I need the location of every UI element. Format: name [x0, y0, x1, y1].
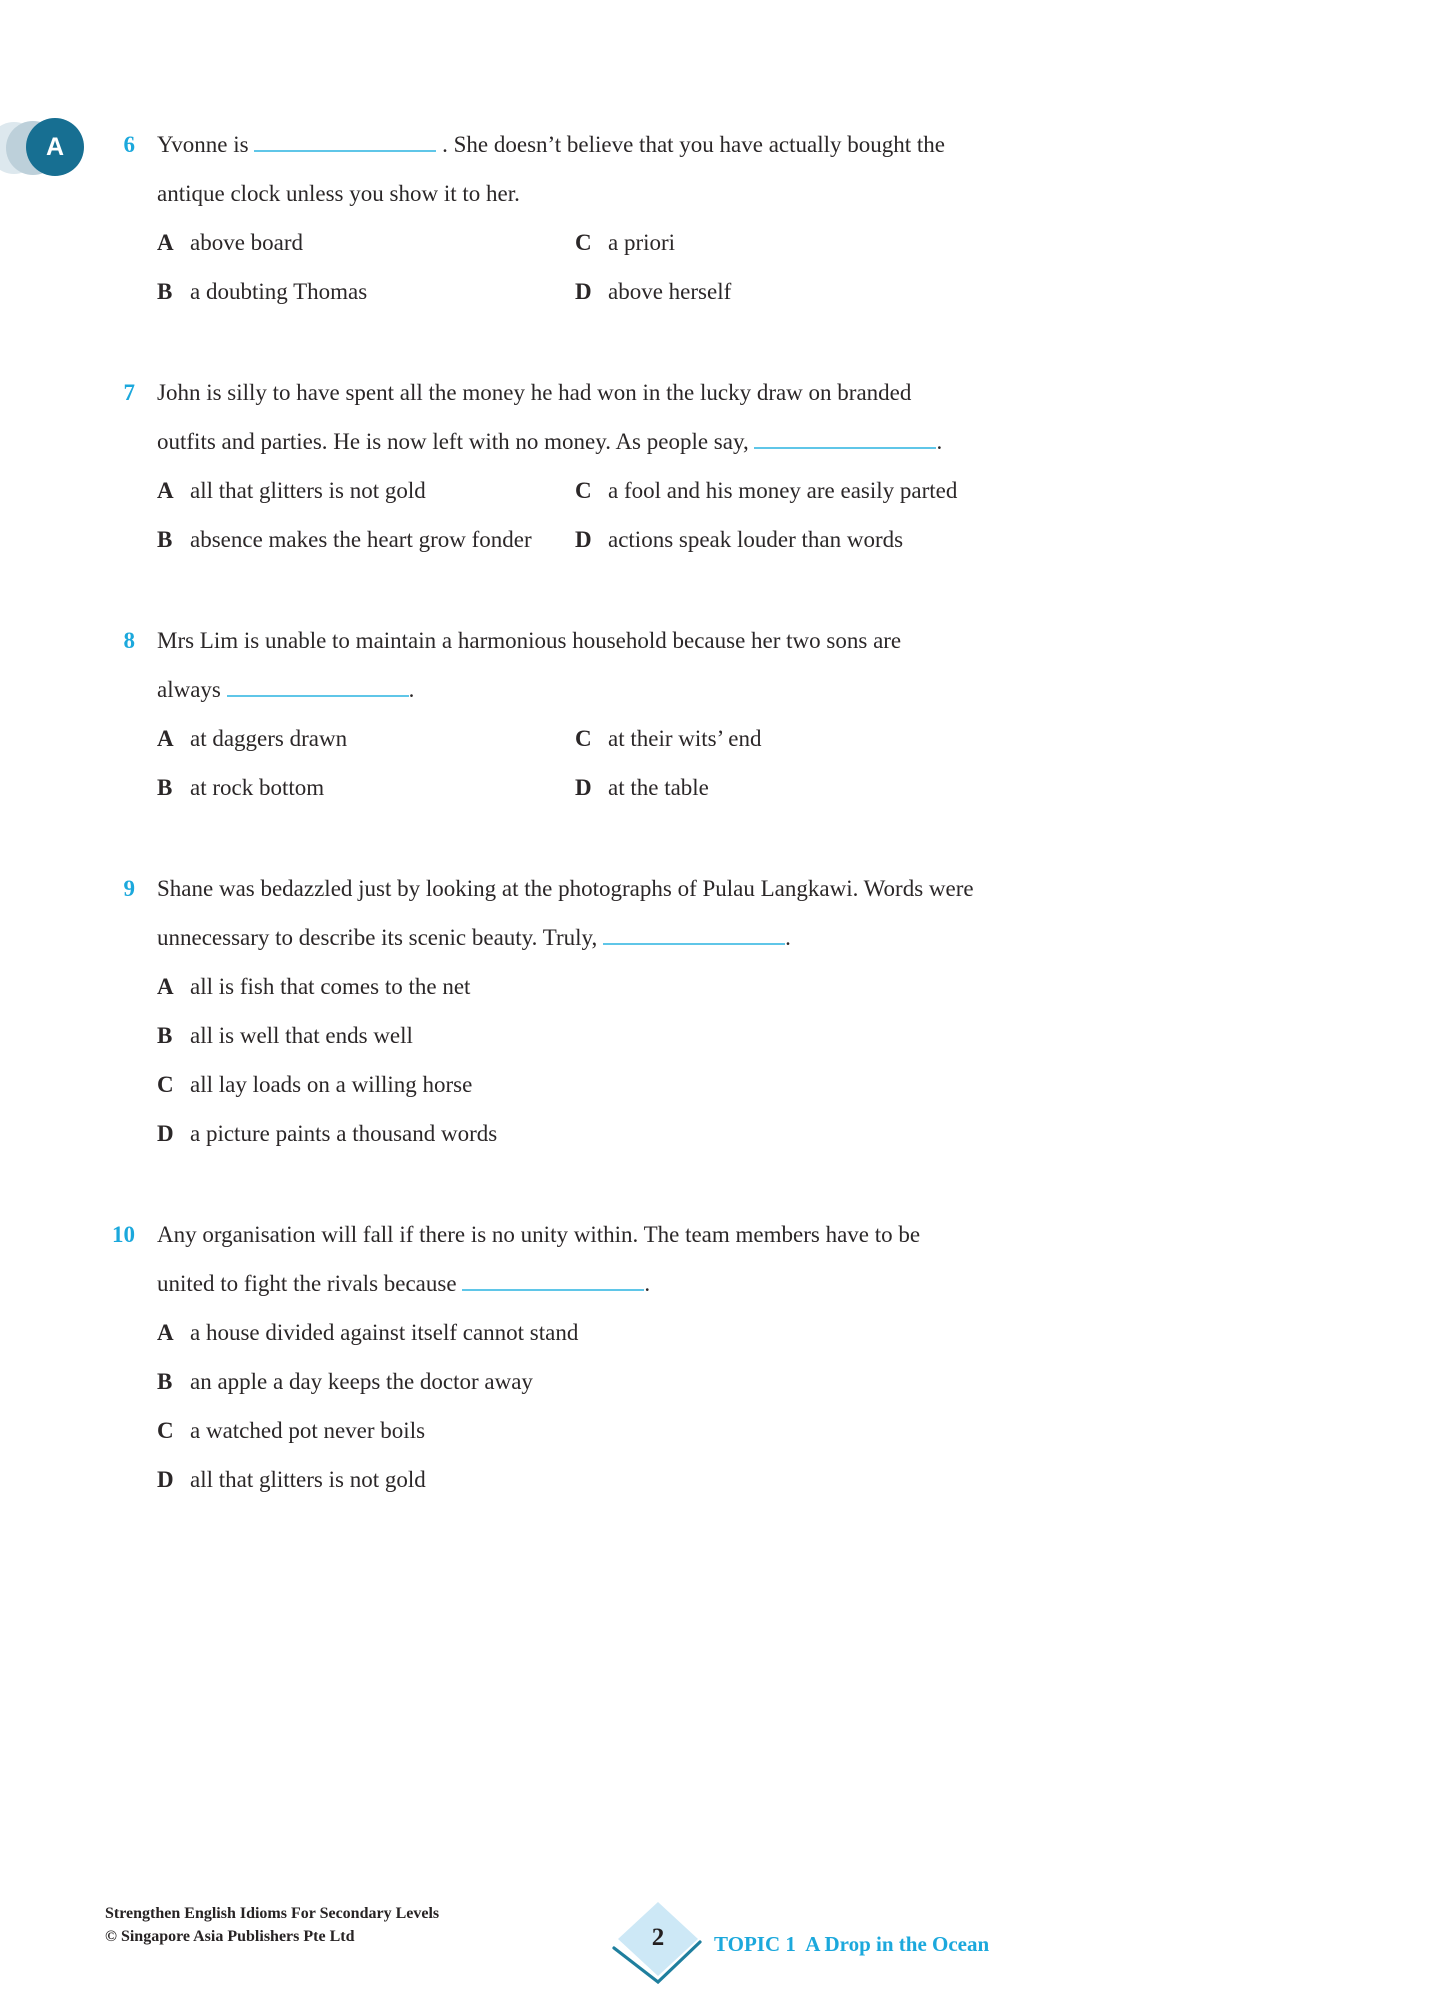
option-letter: D [575, 527, 592, 552]
option-letter: A [157, 478, 174, 503]
question-body [157, 368, 1257, 564]
answer-blank [254, 130, 436, 152]
answer-blank [227, 675, 409, 697]
answer-blank [754, 427, 936, 449]
option-letter: A [157, 726, 174, 751]
option-d [575, 267, 1257, 316]
footer-topic-block [612, 1898, 989, 1984]
question-text-line: outfits and parties. He is now left with no money. As people say, . [157, 429, 943, 454]
option-letter: B [157, 775, 173, 800]
option-c [157, 1060, 1257, 1109]
options-list [157, 218, 1257, 316]
option-a [157, 466, 575, 515]
option-text: a priori [608, 230, 676, 255]
footer-book-title: Strengthen English Idioms For Secondary Levels [105, 1905, 440, 1922]
footer-copyright: © Singapore Asia Publishers Pte Ltd [105, 1928, 355, 1945]
footer-publisher-block [105, 1902, 439, 1948]
option-letter: A [157, 230, 174, 255]
question-list [0, 120, 1453, 1556]
option-letter: C [575, 478, 592, 503]
option-letter: D [157, 1121, 174, 1146]
option-letter: B [157, 527, 173, 552]
option-c [575, 466, 1257, 515]
option-c [575, 714, 1257, 763]
page-number: 2 [651, 1924, 665, 1951]
option-text: all that glitters is not gold [190, 478, 426, 503]
question-text-line: unnecessary to describe its scenic beauty. Truly, . [157, 925, 791, 950]
option-text: all that glitters is not gold [190, 1467, 426, 1492]
option-a [157, 1308, 1257, 1357]
option-text: a picture paints a thousand words [190, 1121, 498, 1146]
option-letter: C [575, 230, 592, 255]
question-body [157, 1210, 1257, 1504]
question-item [0, 368, 1453, 564]
question-text-line: always . [157, 677, 415, 702]
option-a [157, 218, 575, 267]
options-list [157, 1308, 1257, 1504]
option-b [157, 1357, 1257, 1406]
question-item [0, 120, 1453, 316]
footer-topic-title: TOPIC 1 A Drop in the Ocean [714, 1931, 990, 1956]
option-letter: A [157, 974, 174, 999]
option-b [157, 267, 575, 316]
option-text: a house divided against itself cannot stand [190, 1320, 579, 1345]
option-b [157, 515, 575, 564]
question-number: 10 [112, 1222, 135, 1247]
answer-blank [603, 923, 785, 945]
page-number-diamond [612, 1898, 704, 1984]
question-text-line: Any organisation will fall if there is no unity within. The team members have to be [157, 1222, 921, 1247]
option-text: above board [190, 230, 304, 255]
question-text-line: Yvonne is . She doesn’t believe that you have actually bought the [157, 132, 945, 157]
option-letter: D [575, 279, 592, 304]
question-item [0, 616, 1453, 812]
options-list [157, 714, 1257, 812]
option-b [157, 1011, 1257, 1060]
option-text: an apple a day keeps the doctor away [190, 1369, 533, 1394]
option-letter: C [575, 726, 592, 751]
question-text-line: antique clock unless you show it to her. [157, 181, 520, 206]
question-text-line: Shane was bedazzled just by looking at the photographs of Pulau Langkawi. Words were [157, 876, 974, 901]
option-d [157, 1455, 1257, 1504]
option-d [575, 763, 1257, 812]
option-text: all is well that ends well [190, 1023, 413, 1048]
option-letter: D [575, 775, 592, 800]
option-text: above herself [608, 279, 732, 304]
option-letter: B [157, 1369, 173, 1394]
option-a [157, 714, 575, 763]
option-letter: B [157, 279, 173, 304]
option-letter: D [157, 1467, 174, 1492]
option-a [157, 962, 1257, 1011]
question-number: 7 [123, 380, 135, 405]
options-list [157, 466, 1257, 564]
option-letter: A [157, 1320, 174, 1345]
option-c [575, 218, 1257, 267]
option-d [157, 1109, 1257, 1158]
option-text: at daggers drawn [190, 726, 348, 751]
question-text-line: John is silly to have spent all the money he had won in the lucky draw on branded [157, 380, 912, 405]
question-body [157, 864, 1257, 1158]
option-b [157, 763, 575, 812]
answer-blank [462, 1269, 644, 1291]
question-body [157, 120, 1257, 316]
option-text: a fool and his money are easily parted [608, 478, 958, 503]
question-number: 8 [123, 628, 135, 653]
option-d [575, 515, 1257, 564]
option-text: a doubting Thomas [190, 279, 368, 304]
question-number: 6 [123, 132, 135, 157]
option-letter: C [157, 1072, 174, 1097]
option-text: at their wits’ end [608, 726, 762, 751]
question-text-line: united to fight the rivals because . [157, 1271, 651, 1296]
option-text: absence makes the heart grow fonder [190, 527, 532, 552]
option-text: at the table [608, 775, 709, 800]
options-list [157, 962, 1257, 1158]
question-item [0, 864, 1453, 1158]
option-text: all lay loads on a willing horse [190, 1072, 473, 1097]
option-text: a watched pot never boils [190, 1418, 426, 1443]
question-item [0, 1210, 1453, 1504]
option-text: at rock bottom [190, 775, 325, 800]
option-text: all is fish that comes to the net [190, 974, 471, 999]
option-text: actions speak louder than words [608, 527, 904, 552]
question-body [157, 616, 1257, 812]
question-text-line: Mrs Lim is unable to maintain a harmonious household because her two sons are [157, 628, 902, 653]
option-letter: B [157, 1023, 173, 1048]
option-letter: C [157, 1418, 174, 1443]
question-number: 9 [123, 876, 135, 901]
option-c [157, 1406, 1257, 1455]
section-badge-label: A [26, 118, 84, 176]
